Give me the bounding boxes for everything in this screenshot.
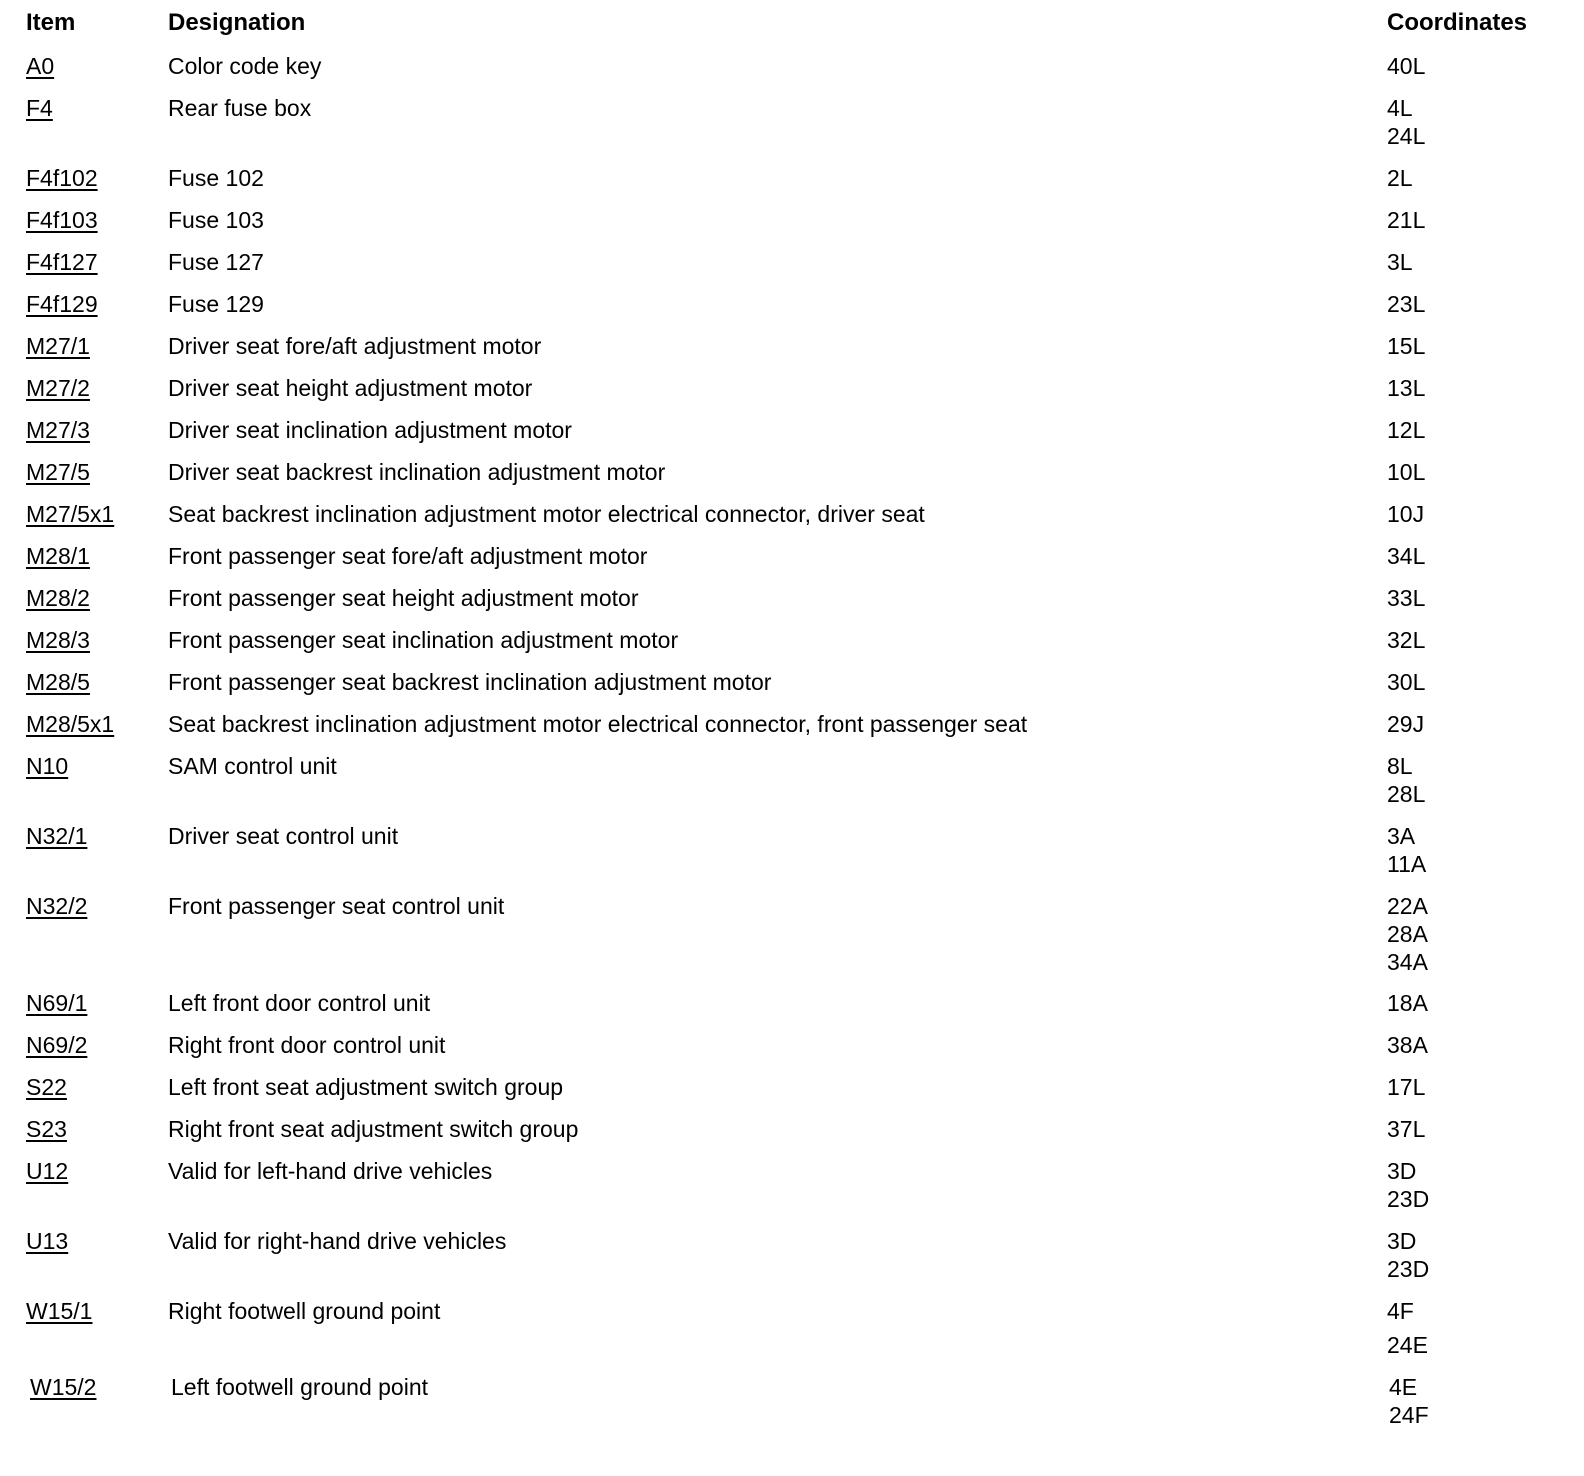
item-link[interactable]: F4f129 <box>26 291 98 317</box>
coordinates-cell <box>1387 892 1428 976</box>
coordinates-cell <box>1387 94 1425 150</box>
coordinate-value: 24E <box>1387 1332 1428 1358</box>
coordinates-cell <box>1387 332 1425 360</box>
coordinate-value: 11A <box>1387 851 1427 877</box>
coordinate-value: 32L <box>1387 627 1426 653</box>
coordinate-value: 28L <box>1387 781 1426 807</box>
coordinates-cell <box>1387 542 1425 570</box>
designation-text: Front passenger seat backrest inclination adjustment motor <box>168 669 772 695</box>
coordinate-value: 40L <box>1387 53 1426 79</box>
coordinates-cell <box>1387 1227 1429 1283</box>
coordinate-value: 30L <box>1387 669 1426 695</box>
designation-text: Fuse 127 <box>168 249 264 275</box>
coordinate-value: 3D <box>1387 1228 1417 1254</box>
designation-text: Seat backrest inclination adjustment motor electrical connector, front passenger seat <box>168 711 1028 737</box>
item-link[interactable]: N32/2 <box>26 893 88 919</box>
coordinates-cell <box>1387 1031 1428 1059</box>
coordinate-value: 23D <box>1387 1256 1430 1282</box>
coordinates-cell <box>1387 1073 1425 1101</box>
coordinates-cell <box>1387 584 1425 612</box>
coordinate-value: 22A <box>1387 893 1428 919</box>
coordinates-cell <box>1387 290 1425 318</box>
designation-text: Right footwell ground point <box>168 1298 441 1324</box>
designation-text: Front passenger seat control unit <box>168 893 505 919</box>
coordinate-value: 12L <box>1387 417 1426 443</box>
item-link[interactable]: F4f103 <box>26 207 98 233</box>
coordinates-cell <box>1387 458 1425 486</box>
coordinate-value: 34A <box>1387 949 1428 975</box>
coordinates-cell <box>1387 52 1425 80</box>
designation-text: Rear fuse box <box>168 95 312 121</box>
item-link[interactable]: A0 <box>26 53 55 79</box>
designation-text: Front passenger seat fore/aft adjustment motor <box>168 543 648 569</box>
coordinates-cell <box>1387 989 1428 1017</box>
coordinates-cell <box>1387 822 1426 878</box>
item-link[interactable]: S22 <box>26 1074 67 1100</box>
coordinate-value: 3A <box>1387 823 1416 849</box>
designation-text: Right front seat adjustment switch group <box>168 1116 579 1142</box>
item-link[interactable]: F4f102 <box>26 165 98 191</box>
coordinates-cell <box>1387 416 1425 444</box>
header-coordinates: Coordinates <box>1387 9 1528 36</box>
item-link[interactable]: F4 <box>26 95 53 121</box>
item-link[interactable]: N69/2 <box>26 1032 88 1058</box>
coordinate-value: 28A <box>1387 921 1428 947</box>
coordinates-cell <box>1387 1115 1425 1143</box>
coordinates-cell <box>1387 248 1413 276</box>
item-link[interactable]: M27/5 <box>26 459 90 485</box>
designation-text: Left front seat adjustment switch group <box>168 1074 564 1100</box>
designation-text: Driver seat backrest inclination adjustment motor <box>168 459 666 485</box>
coordinate-value: 3L <box>1387 249 1413 275</box>
item-link[interactable]: F4f127 <box>26 249 98 275</box>
designation-text: Driver seat height adjustment motor <box>168 375 533 401</box>
designation-text: Valid for right-hand drive vehicles <box>168 1228 507 1254</box>
coordinate-value: 15L <box>1387 333 1426 359</box>
coordinate-value: 24F <box>1389 1402 1429 1428</box>
coordinates-cell <box>1389 1373 1429 1429</box>
coordinate-value: 8L <box>1387 753 1413 779</box>
coordinate-value: 10J <box>1387 501 1425 527</box>
coordinates-cell <box>1387 710 1424 738</box>
item-link[interactable]: M28/3 <box>26 627 90 653</box>
coordinate-value: 37L <box>1387 1116 1426 1142</box>
item-link[interactable]: M27/2 <box>26 375 90 401</box>
item-link[interactable]: U12 <box>26 1158 69 1184</box>
coordinates-cell <box>1387 626 1425 654</box>
header-designation: Designation <box>168 9 306 36</box>
item-link[interactable]: N10 <box>26 753 69 779</box>
coordinate-value: 21L <box>1387 207 1426 233</box>
coordinate-value: 23D <box>1387 1186 1430 1212</box>
coordinate-value: 4F <box>1387 1298 1414 1324</box>
item-link[interactable]: W15/1 <box>26 1298 93 1324</box>
coordinate-value: 34L <box>1387 543 1426 569</box>
designation-text: Right front door control unit <box>168 1032 446 1058</box>
coordinate-value: 2L <box>1387 165 1413 191</box>
item-link[interactable]: M27/1 <box>26 333 90 359</box>
item-link[interactable]: M27/3 <box>26 417 90 443</box>
item-link[interactable]: S23 <box>26 1116 67 1142</box>
designation-text: Front passenger seat height adjustment motor <box>168 585 639 611</box>
item-link[interactable]: M28/1 <box>26 543 90 569</box>
coordinate-value: 38A <box>1387 1032 1428 1058</box>
coordinate-value: 17L <box>1387 1074 1426 1100</box>
coordinate-value: 29J <box>1387 711 1425 737</box>
designation-text: Left footwell ground point <box>171 1374 429 1400</box>
coordinates-cell <box>1387 1157 1429 1213</box>
item-link[interactable]: N32/1 <box>26 823 88 849</box>
item-link[interactable]: M28/2 <box>26 585 90 611</box>
coordinates-cell <box>1387 374 1425 402</box>
designation-text: Driver seat fore/aft adjustment motor <box>168 333 542 359</box>
designation-text: Driver seat inclination adjustment motor <box>168 417 572 443</box>
designation-text: Valid for left-hand drive vehicles <box>168 1158 493 1184</box>
designation-text: Color code key <box>168 53 322 79</box>
item-link[interactable]: W15/2 <box>30 1374 97 1400</box>
item-link[interactable]: M27/5x1 <box>26 501 115 527</box>
designation-text: SAM control unit <box>168 753 337 779</box>
coordinates-cell <box>1387 164 1413 192</box>
designation-text: Left front door control unit <box>168 990 431 1016</box>
coordinate-value: 33L <box>1387 585 1426 611</box>
designation-text: Seat backrest inclination adjustment motor electrical connector, driver seat <box>168 501 925 527</box>
designation-text: Front passenger seat inclination adjustment motor <box>168 627 679 653</box>
item-link[interactable]: M28/5 <box>26 669 90 695</box>
coordinates-cell <box>1387 500 1424 528</box>
item-link[interactable]: M28/5x1 <box>26 711 115 737</box>
coordinate-value: 4L <box>1387 95 1413 121</box>
coordinate-value: 4E <box>1389 1374 1418 1400</box>
designation-text: Fuse 129 <box>168 291 264 317</box>
item-link[interactable]: N69/1 <box>26 990 88 1016</box>
coordinate-value: 10L <box>1387 459 1426 485</box>
coordinate-value: 13L <box>1387 375 1426 401</box>
coordinate-value: 18A <box>1387 990 1428 1016</box>
coordinates-cell <box>1387 206 1425 234</box>
item-link[interactable]: U13 <box>26 1228 69 1254</box>
coordinates-cell <box>1387 752 1425 808</box>
designation-text: Fuse 103 <box>168 207 264 233</box>
coordinates-cell <box>1387 1297 1428 1359</box>
designation-text: Fuse 102 <box>168 165 264 191</box>
coordinates-cell <box>1387 668 1425 696</box>
header-item: Item <box>26 9 76 36</box>
coordinate-value: 24L <box>1387 123 1426 149</box>
coordinate-value: 3D <box>1387 1158 1417 1184</box>
coordinate-value: 23L <box>1387 291 1426 317</box>
designation-text: Driver seat control unit <box>168 823 399 849</box>
